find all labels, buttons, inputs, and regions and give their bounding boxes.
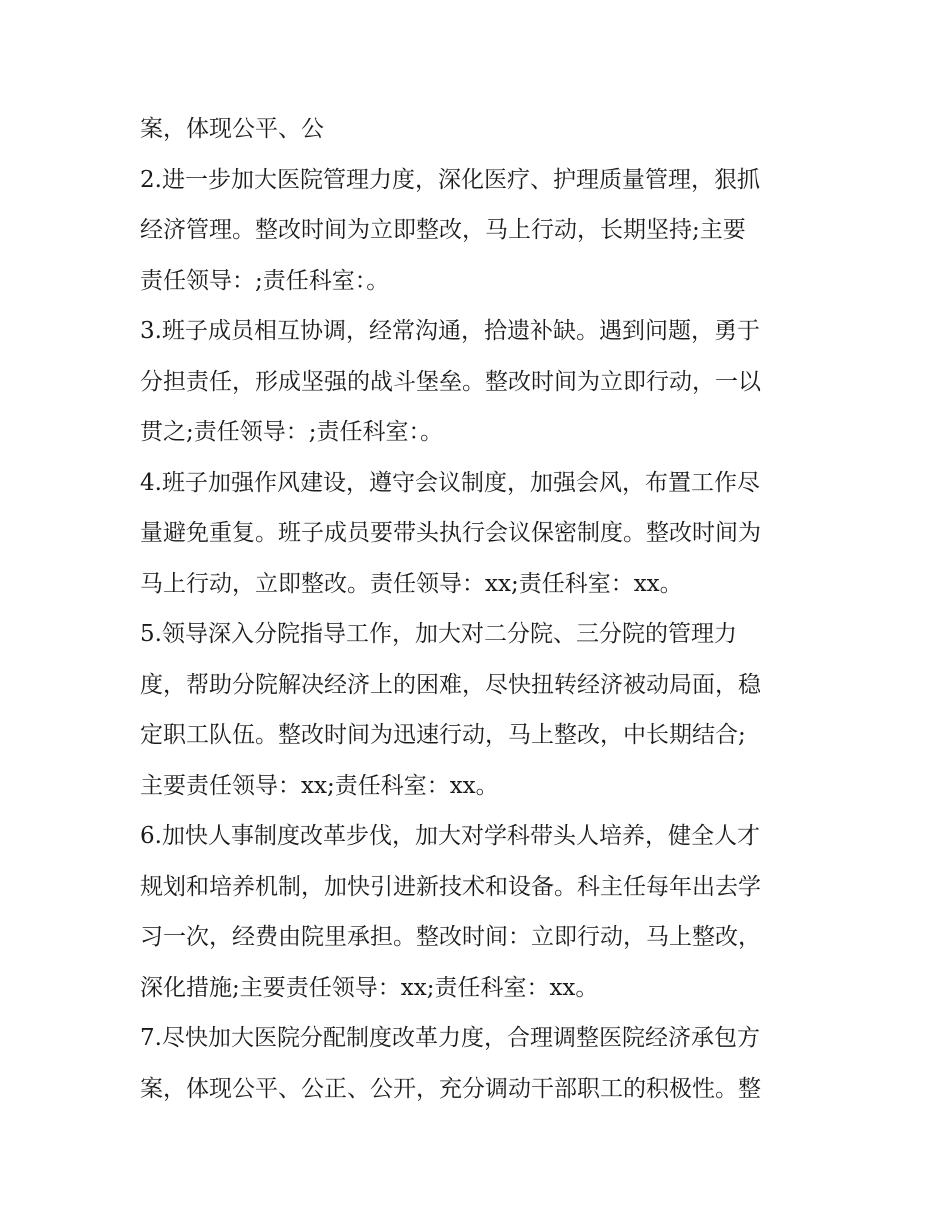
text-line: 案，体现公平、公正、公开，充分调动干部职工的积极性。整 bbox=[140, 1075, 761, 1102]
text-line: 责任领导：;责任科室：。 bbox=[140, 267, 390, 294]
text-line: 马上行动，立即整改。责任领导：xx;责任科室：xx。 bbox=[140, 570, 683, 597]
text-line: 4.班子加强作风建设，遵守会议制度，加强会风，布置工作尽 bbox=[140, 469, 760, 496]
text-line: 习一次，经费由院里承担。整改时间：立即行动，马上整改， bbox=[140, 924, 761, 950]
text-line: 案，体现公平、公 bbox=[140, 116, 324, 142]
text-line: 5.领导深入分院指导工作，加大对二分院、三分院的管理力 bbox=[140, 621, 737, 647]
text-line: 3.班子成员相互协调，经常沟通，拾遗补缺。遇到问题，勇于 bbox=[140, 318, 760, 344]
text-line: 经济管理。整改时间为立即整改，马上行动，长期坚持;主要 bbox=[140, 217, 746, 243]
text-line: 度，帮助分院解决经济上的困难，尽快扭转经济被动局面，稳 bbox=[140, 671, 761, 698]
text-line: 主要责任领导：xx;责任科室：xx。 bbox=[140, 772, 499, 799]
text-line: 6.加快人事制度改革步伐，加大对学科带头人培养，健全人才 bbox=[140, 823, 760, 849]
text-line: 分担责任，形成坚强的战斗堡垒。整改时间为立即行动，一以 bbox=[140, 368, 761, 395]
text-line: 规划和培养机制，加快引进新技术和设备。科主任每年出去学 bbox=[140, 873, 761, 900]
text-line: 2.进一步加大医院管理力度，深化医疗、护理质量管理，狠抓 bbox=[140, 166, 760, 193]
text-line: 贯之;责任领导：;责任科室：。 bbox=[140, 419, 443, 445]
text-line: 量避免重复。班子成员要带头执行会议保密制度。整改时间为 bbox=[140, 520, 761, 546]
text-line: 7.尽快加大医院分配制度改革力度，合理调整医院经济承包方 bbox=[140, 1025, 760, 1051]
text-line: 深化措施;主要责任领导：xx;责任科室：xx。 bbox=[140, 974, 599, 1001]
document-text bbox=[140, 104, 816, 1114]
text-line: 定职工队伍。整改时间为迅速行动，马上整改，中长期结合; bbox=[140, 722, 746, 748]
